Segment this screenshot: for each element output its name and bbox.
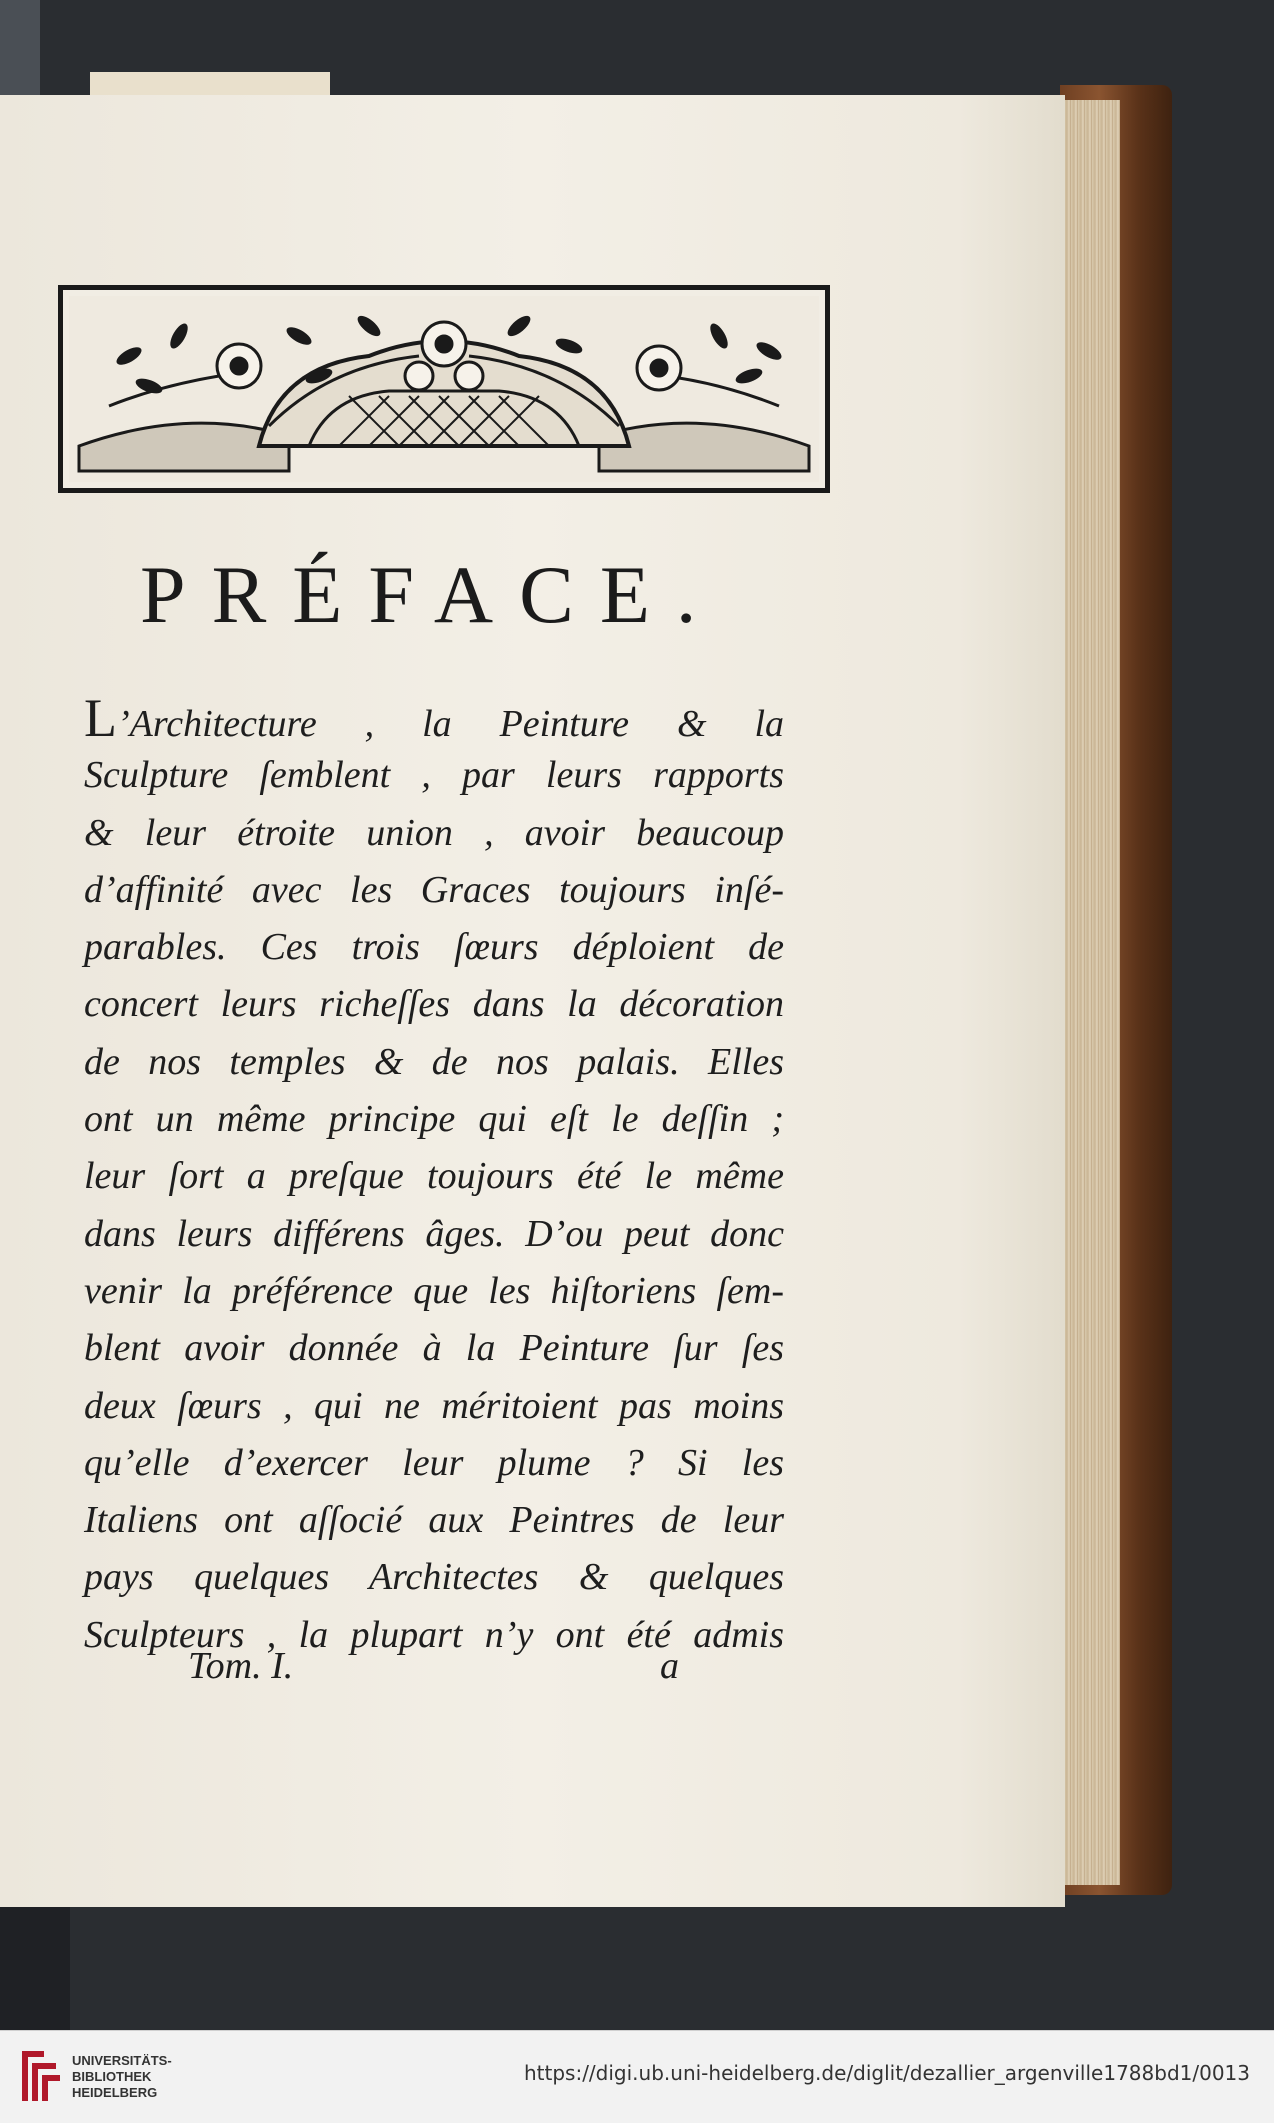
page-title: PRÉFACE. <box>140 549 723 640</box>
text-line: deux ſœurs , qui ne méritoient pas moins <box>84 1384 784 1427</box>
text-line: concert leurs richeſſes dans la décoration <box>84 983 784 1026</box>
ub-heidelberg-logo-icon[interactable] <box>14 2045 64 2107</box>
drop-cap: L <box>84 688 117 748</box>
signature-mark: Tom. I. <box>188 1645 294 1687</box>
scan-border <box>0 0 40 110</box>
preface-body <box>84 690 784 1664</box>
floral-ornament-icon <box>58 285 830 493</box>
text-line: Sculpteurs , la plupart n’y ont été admis <box>84 1613 784 1656</box>
text-line: parables. Ces trois ſœurs déploient de <box>84 926 784 969</box>
text-line: leur ſort a preſque toujours été le même <box>84 1155 784 1198</box>
text-line: blent avoir donnée à la Peinture ſur ſes <box>84 1327 784 1370</box>
text-line: & leur étroite union , avoir beaucoup <box>84 811 784 854</box>
viewer-footer <box>0 2030 1274 2123</box>
text-line: qu’elle d’exercer leur plume ? Si les <box>84 1441 784 1484</box>
text-line: d’affinité avec les Graces toujours inſé- <box>84 868 784 911</box>
signature-letter: a <box>660 1645 679 1687</box>
permalink-url[interactable]: https://digi.ub.uni-heidelberg.de/diglit/dezallier_argenville1788bd1/0013 <box>523 2061 1250 2085</box>
text-line: pays quelques Architectes & quelques <box>84 1556 784 1599</box>
text-line: Italiens ont aſſocié aux Peintres de leur <box>84 1499 784 1542</box>
text-line: L’Architecture , la Peinture & la <box>84 688 784 748</box>
text-line: venir la préférence que les hiſtoriens ſem- <box>84 1269 784 1312</box>
scan-border-bottom <box>0 1900 70 2030</box>
text-line: Sculpture ſemblent , par leurs rapports <box>84 754 784 797</box>
library-name: UNIVERSITÄTS- BIBLIOTHEK HEIDELBERG <box>72 2053 172 2100</box>
text-line: ont un même principe qui eſt le deſſin ; <box>84 1098 784 1141</box>
text-line: dans leurs différens âges. D’ou peut donc <box>84 1212 784 1255</box>
text-line: de nos temples & de nos palais. Elles <box>84 1040 784 1083</box>
